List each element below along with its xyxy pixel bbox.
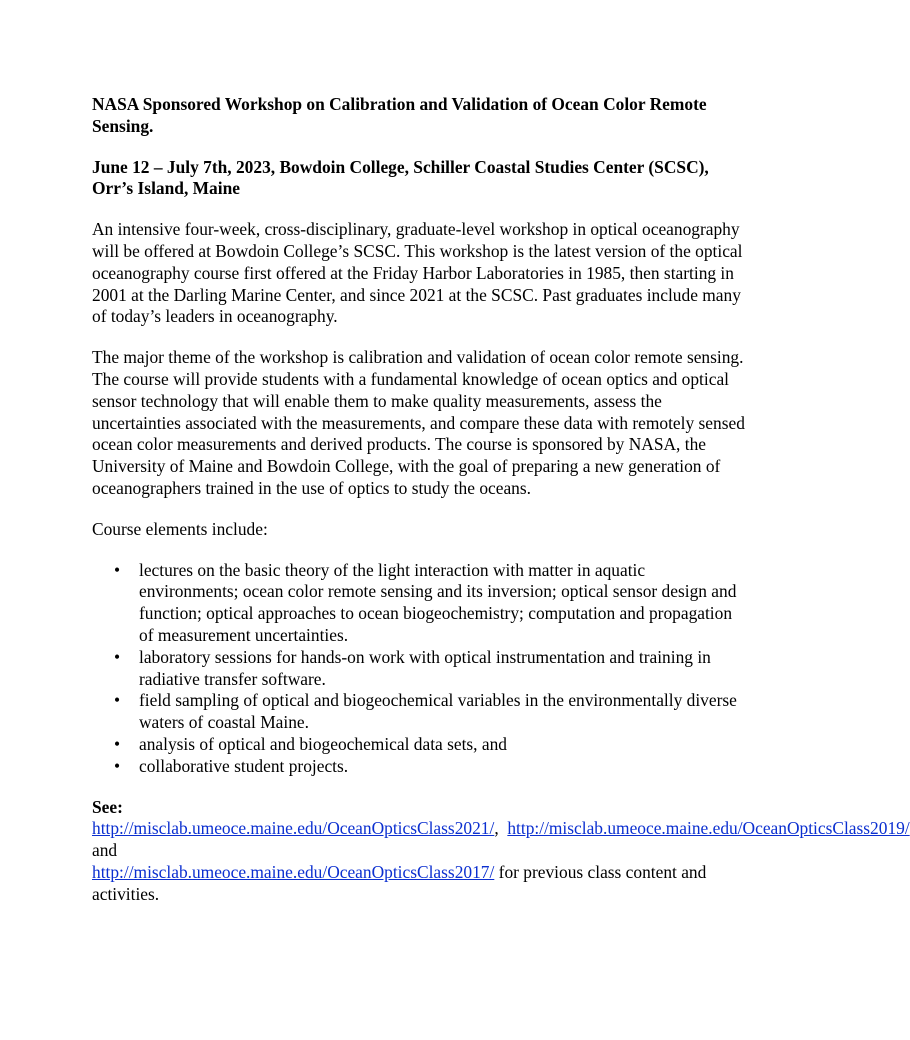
list-item-text: collaborative student projects. — [139, 755, 349, 776]
bullet-icon: • — [114, 646, 121, 667]
list-item-text: field sampling of optical and biogeochemical variables in the environmentally diverse waters of coastal Maine. — [139, 690, 737, 733]
bullet-icon: • — [114, 755, 121, 776]
theme-paragraph: The major theme of the workshop is calibration and validation of ocean color remote sensing. The course will provide students with a fundamental knowledge of ocean optics and optical sensor technology that will enable them to make quality measurements, assess the uncertainties associated with the measurements, and compare these data with remotely sensed ocean color measurements and derived products. The course is sponsored by NASA, the University of Maine and Bowdoin College, with the goal of preparing a new generation of oceanographers trained in the use of optics to study the oceans. — [92, 347, 745, 498]
list-item-text: lectures on the basic theory of the light interaction with matter in aquatic environments; ocean color remote sensing and its inversion; optical sensor design and function; optical approaches to ocean biogeochemistry; computation and propagation of measurement uncertainties. — [139, 559, 737, 645]
class-2019-link[interactable]: http://misclab.umeoce.maine.edu/OceanOpticsClass2019/ — [507, 818, 910, 839]
list-item — [92, 560, 747, 647]
list-item — [92, 734, 747, 756]
class-2017-link[interactable]: http://misclab.umeoce.maine.edu/OceanOpticsClass2017/ — [92, 861, 495, 882]
course-elements-list — [92, 560, 747, 778]
list-item-text: laboratory sessions for hands-on work with optical instrumentation and training in radiative transfer software. — [139, 646, 711, 689]
and-text: and — [92, 840, 118, 861]
bullet-icon: • — [114, 690, 121, 711]
intro-paragraph: An intensive four-week, cross-disciplinary, graduate-level workshop in optical oceanography will be offered at Bowdoin College’s SCSC. This workshop is the latest version of the optical oceanography course first offered at the Friday Harbor Laboratories in 1985, then starting in 2001 at the Darling Marine Center, and since 2021 at the SCSC. Past graduates include many of today’s leaders in oceanography. — [92, 219, 743, 327]
class-2021-link[interactable]: http://misclab.umeoce.maine.edu/OceanOpticsClass2021/ — [92, 818, 495, 839]
bullet-icon: • — [114, 559, 121, 580]
see-links-paragraph — [92, 818, 910, 905]
list-item — [92, 647, 747, 691]
list-item — [92, 756, 747, 778]
list-item — [92, 690, 747, 734]
see-heading: See: — [92, 796, 123, 817]
course-elements-lead: Course elements include: — [92, 518, 268, 539]
see-tail-text: for previous class content and activities. — [92, 861, 707, 904]
link-separator: , — [494, 818, 508, 839]
list-item-text: analysis of optical and biogeochemical data sets, and — [139, 733, 507, 754]
bullet-icon: • — [114, 733, 121, 754]
document-title: NASA Sponsored Workshop on Calibration and Validation of Ocean Color Remote Sensing. — [92, 94, 707, 136]
event-dateline: June 12 – July 7th, 2023, Bowdoin College, Schiller Coastal Studies Center (SCSC), Orr’s Island, Maine — [92, 156, 709, 199]
